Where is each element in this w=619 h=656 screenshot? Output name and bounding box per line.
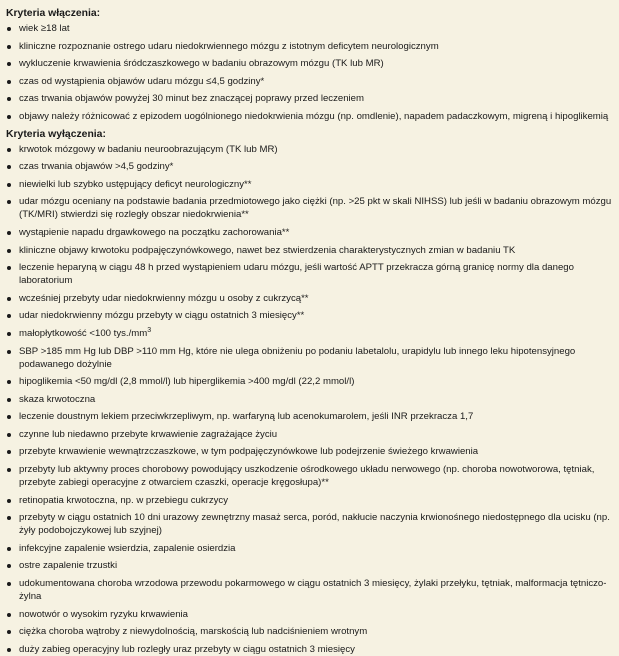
exclusion-list: [6, 143, 613, 656]
list-item: duży zabieg operacyjny lub rozległy uraz przebyty w ciągu ostatnich 3 miesięcy: [6, 643, 613, 656]
list-item: objawy należy różnicować z epizodem uogólnionego niedokrwienia mózgu (np. omdlenie), napadem padaczkowym, migreną i hipoglikemią: [6, 110, 613, 123]
list-item: leczenie heparyną w ciągu 48 h przed wystąpieniem udaru mózgu, jeśli wartość APTT przekracza górną granicę normy dla danego laboratorium: [6, 261, 613, 287]
list-item: udokumentowana choroba wrzodowa przewodu pokarmowego w ciągu ostatnich 3 miesięcy, żylaki przełyku, tętniak, malformacja tętniczo-żylna: [6, 577, 613, 603]
list-item: czas trwania objawów powyżej 30 minut bez znaczącej poprawy przed leczeniem: [6, 92, 613, 105]
list-item: wykluczenie krwawienia śródczaszkowego w badaniu obrazowym mózgu (TK lub MR): [6, 57, 613, 70]
list-item: udar mózgu oceniany na podstawie badania przedmiotowego jako ciężki (np. >25 pkt w skali NIHSS) lub jeśli w badaniu obrazowym mózgu (TK/MRI) stwierdzi się rozległy obszar niedokrwienia**: [6, 195, 613, 221]
list-item: czas od wystąpienia objawów udaru mózgu ≤4,5 godziny*: [6, 75, 613, 88]
list-item: krwotok mózgowy w badaniu neuroobrazującym (TK lub MR): [6, 143, 613, 156]
list-item: kliniczne objawy krwotoku podpajęczynówkowego, nawet bez stwierdzenia charakterystycznych zmian w badaniu TK: [6, 244, 613, 257]
list-item: retinopatia krwotoczna, np. w przebiegu cukrzycy: [6, 494, 613, 507]
list-item: SBP >185 mm Hg lub DBP >110 mm Hg, które nie ulega obniżeniu po podaniu labetalolu, urapidylu lub innego leku hipotensyjnego podawanego dożylnie: [6, 345, 613, 371]
list-item: leczenie doustnym lekiem przeciwkrzepliwym, np. warfaryną lub acenokumarolem, jeśli INR przekracza 1,7: [6, 410, 613, 423]
list-item: infekcyjne zapalenie wsierdzia, zapalenie osierdzia: [6, 542, 613, 555]
inclusion-heading: Kryteria włączenia:: [6, 8, 101, 19]
list-item: udar niedokrwienny mózgu przebyty w ciągu ostatnich 3 miesięcy**: [6, 309, 613, 322]
list-item: wiek ≥18 lat: [6, 22, 613, 35]
list-item: ostre zapalenie trzustki: [6, 559, 613, 572]
list-item: wcześniej przebyty udar niedokrwienny mózgu u osoby z cukrzycą**: [6, 292, 613, 305]
list-item: przebyte krwawienie wewnątrzczaszkowe, w tym podpajęczynówkowe lub podejrzenie świeżego krwawienia: [6, 445, 613, 458]
list-item: hipoglikemia <50 mg/dl (2,8 mmol/l) lub hiperglikemia >400 mg/dl (22,2 mmol/l): [6, 375, 613, 388]
list-item: czynne lub niedawno przebyte krwawienie zagrażające życiu: [6, 428, 613, 441]
platelets-text: małopłytkowość <100 tys./mm: [19, 327, 148, 339]
inclusion-list: [6, 22, 613, 123]
list-item: kliniczne rozpoznanie ostrego udaru niedokrwiennego mózgu z istotnym deficytem neurologicznym: [6, 40, 613, 53]
list-item: czas trwania objawów >4,5 godziny*: [6, 160, 613, 173]
exclusion-heading: Kryteria wyłączenia:: [6, 128, 106, 140]
list-item: ciężka choroba wątroby z niewydolnością, marskością lub nadciśnieniem wrotnym: [6, 625, 613, 638]
list-item: przebyty lub aktywny proces chorobowy powodujący uszkodzenie ośrodkowego układu nerwowego (np. choroba nowotworowa, tętniak, przebyte zabiegi operacyjne z otwarciem czaszki, operacje kręgosłupa)**: [6, 463, 613, 489]
list-item: wystąpienie napadu drgawkowego na początku zachorowania**: [6, 226, 613, 239]
platelets-superscript: 3: [147, 326, 152, 334]
list-item: niewielki lub szybko ustępujący deficyt neurologiczny**: [6, 178, 613, 191]
list-item: skaza krwotoczna: [6, 393, 613, 406]
list-item: przebyty w ciągu ostatnich 10 dni urazowy zewnętrzny masaż serca, poród, nakłucie naczynia krwionośnego niedostępnego dla ucisku (np. żyły podobojczykowej lub szyjnej): [6, 511, 613, 537]
list-item: nowotwór o wysokim ryzyku krwawienia: [6, 608, 613, 621]
list-item-platelets: [6, 327, 613, 340]
